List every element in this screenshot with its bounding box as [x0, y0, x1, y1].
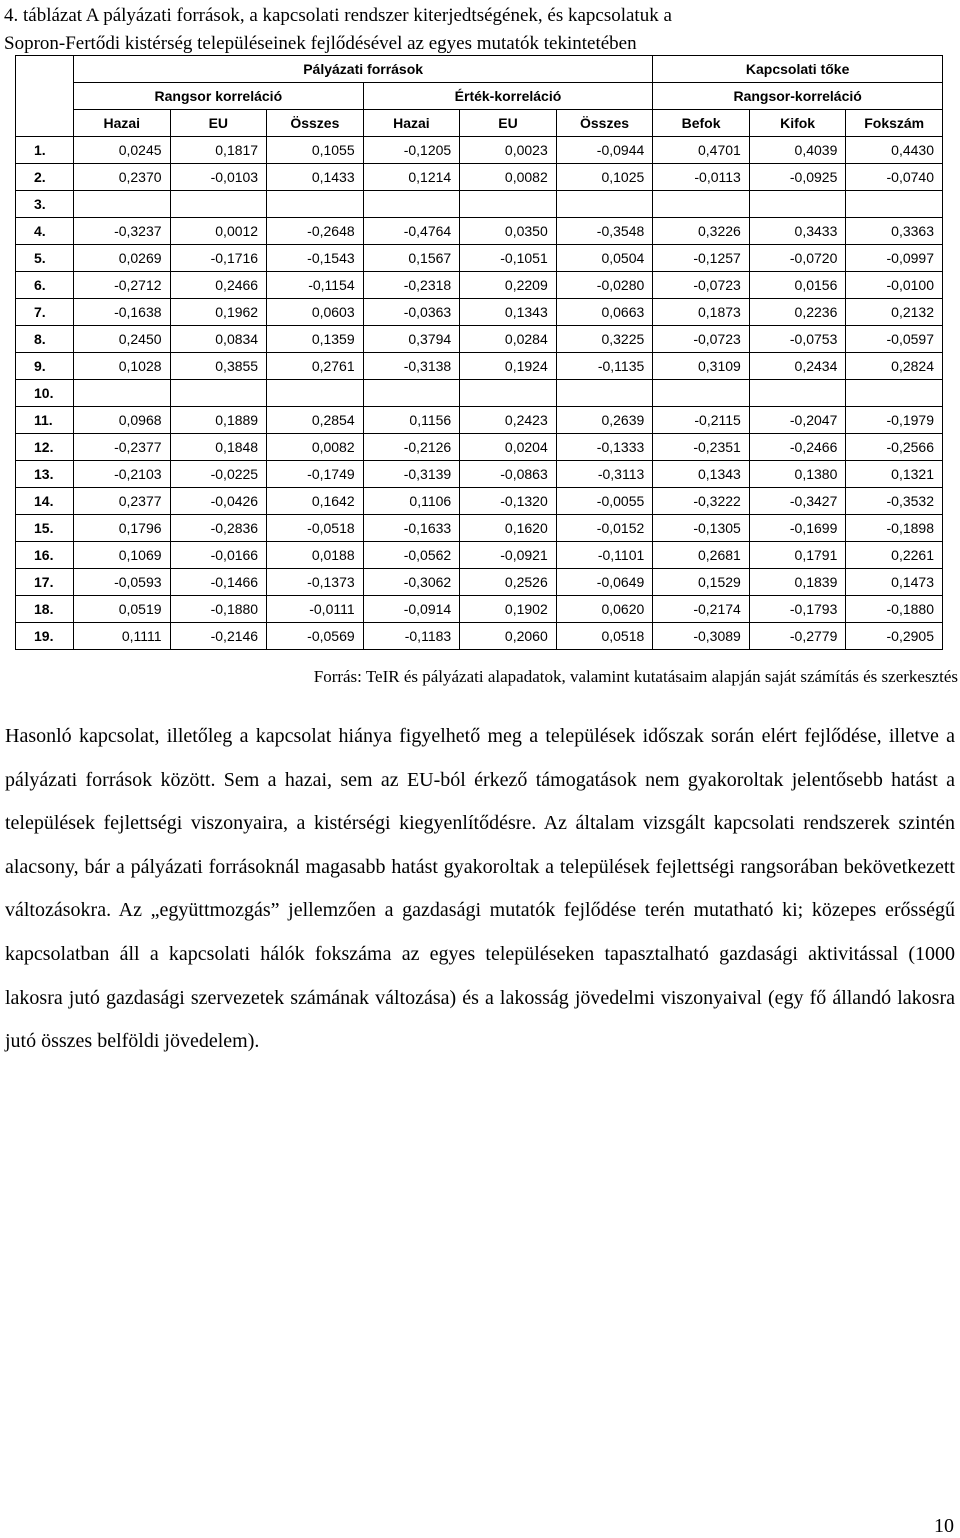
table-cell: -0,1135	[556, 353, 653, 380]
column-header: Fokszám	[846, 110, 943, 137]
table-cell	[556, 380, 653, 407]
table-cell: -0,3089	[653, 623, 750, 650]
row-label: 11.	[16, 407, 74, 434]
table-cell: 0,1156	[363, 407, 460, 434]
row-label: 5.	[16, 245, 74, 272]
table-cell: -0,0723	[653, 326, 750, 353]
table-cell: 0,1924	[460, 353, 557, 380]
header-kapcsolati-toke: Kapcsolati tőke	[653, 56, 943, 83]
table-cell: 0,2761	[267, 353, 364, 380]
table-cell: 0,0968	[74, 407, 171, 434]
table-cell: 0,2639	[556, 407, 653, 434]
table-cell: -0,0597	[846, 326, 943, 353]
table-cell: 0,3855	[170, 353, 267, 380]
table-cell: -0,0152	[556, 515, 653, 542]
table-cell: -0,0593	[74, 569, 171, 596]
table-cell: -0,3062	[363, 569, 460, 596]
table-row	[16, 515, 943, 542]
table-cell: -0,0997	[846, 245, 943, 272]
table-cell	[267, 191, 364, 218]
column-header: EU	[460, 110, 557, 137]
table-cell: -0,1543	[267, 245, 364, 272]
table-cell: 0,1025	[556, 164, 653, 191]
table-cell: -0,1183	[363, 623, 460, 650]
table-cell: -0,1979	[846, 407, 943, 434]
table-cell: 0,2681	[653, 542, 750, 569]
table-cell: -0,0363	[363, 299, 460, 326]
table-cell: 0,0082	[267, 434, 364, 461]
table-cell: -0,3113	[556, 461, 653, 488]
table-cell: 0,2261	[846, 542, 943, 569]
table-cell: -0,0740	[846, 164, 943, 191]
table-cell: 0,3109	[653, 353, 750, 380]
table-body	[16, 56, 943, 650]
table-row	[16, 272, 943, 299]
table-cell	[653, 191, 750, 218]
table-cell: 0,0284	[460, 326, 557, 353]
table-cell: 0,1380	[749, 461, 846, 488]
table-cell: -0,0925	[749, 164, 846, 191]
table-row	[16, 380, 943, 407]
table-cell: -0,0569	[267, 623, 364, 650]
table-cell: -0,2377	[74, 434, 171, 461]
table-cell: -0,1373	[267, 569, 364, 596]
body-paragraph: Hasonló kapcsolat, illetőleg a kapcsolat hiánya figyelhető meg a települések időszak során elért fejlődése, illetve a pályázati források között. Sem a hazai, sem az EU-ból érkező támogatások nem gyakoroltak jelentősebb hatást a települések fejlettségi viszonyaira, a kistérségi kiegyenlítődésre. Az általam vizsgált kapcsolati rendszerek szintén alacsony, bár a pályázati forrásoknál magasabb hatást gyakoroltak a települések fejlettségi rangsorában bekövetkezett változásokra. Az „együttmozgás” jellemzően a gazdasági mutatók fejlődése terén mutatható ki; közepes erősségű kapcsolatban áll a kapcsolati hálók fokszáma az egyes településeken tapasztalható gazdasági aktivitással (1000 lakosra jutó gazdasági szervezetek számának változása) és a lakosság jövedelmi viszonyaival (egy fő állandó lakosra jutó összes belföldi jövedelem).	[5, 725, 955, 1053]
table-cell: -0,1880	[846, 596, 943, 623]
table-row	[16, 245, 943, 272]
table-row	[16, 407, 943, 434]
row-label: 6.	[16, 272, 74, 299]
table-cell	[363, 191, 460, 218]
table-cell: -0,0055	[556, 488, 653, 515]
table-cell: 0,1848	[170, 434, 267, 461]
table-cell: -0,2174	[653, 596, 750, 623]
table-cell: -0,3138	[363, 353, 460, 380]
table-cell: 0,0519	[74, 596, 171, 623]
table-cell: -0,1051	[460, 245, 557, 272]
table-cell	[749, 380, 846, 407]
table-cell: -0,0113	[653, 164, 750, 191]
column-header: EU	[170, 110, 267, 137]
table-cell: 0,1620	[460, 515, 557, 542]
table-cell: 0,0350	[460, 218, 557, 245]
table-cell: -0,2712	[74, 272, 171, 299]
table-row	[16, 218, 943, 245]
table-cell	[74, 380, 171, 407]
table-cell	[170, 380, 267, 407]
table-cell	[846, 191, 943, 218]
table-cell: -0,3222	[653, 488, 750, 515]
table-row	[16, 623, 943, 650]
header-rangsor-korrelacio: Rangsor korreláció	[74, 83, 364, 110]
table-cell: -0,1305	[653, 515, 750, 542]
table-cell: 0,1791	[749, 542, 846, 569]
table-cell: -0,0100	[846, 272, 943, 299]
row-label: 18.	[16, 596, 74, 623]
table-cell: -0,1320	[460, 488, 557, 515]
table-cell: -0,2318	[363, 272, 460, 299]
table-row	[16, 191, 943, 218]
table-cell: 0,1028	[74, 353, 171, 380]
table-cell: -0,1154	[267, 272, 364, 299]
row-label: 1.	[16, 137, 74, 164]
table-cell	[556, 191, 653, 218]
header-rangsor-korrelacio-2: Rangsor-korreláció	[653, 83, 943, 110]
table-cell: 0,1642	[267, 488, 364, 515]
row-label: 19.	[16, 623, 74, 650]
table-cell: 0,2236	[749, 299, 846, 326]
table-cell: -0,3532	[846, 488, 943, 515]
table-cell	[363, 380, 460, 407]
table-cell: -0,1749	[267, 461, 364, 488]
table-cell: 0,1817	[170, 137, 267, 164]
table-cell: 0,0023	[460, 137, 557, 164]
table-cell: -0,2115	[653, 407, 750, 434]
row-label: 7.	[16, 299, 74, 326]
table-cell: 0,0082	[460, 164, 557, 191]
header-row-groups	[16, 56, 943, 83]
table-cell: -0,0111	[267, 596, 364, 623]
table-cell: -0,1793	[749, 596, 846, 623]
table-cell: -0,0944	[556, 137, 653, 164]
table-cell: -0,3427	[749, 488, 846, 515]
table-cell: 0,2377	[74, 488, 171, 515]
table-cell: -0,0863	[460, 461, 557, 488]
table-cell: 0,1069	[74, 542, 171, 569]
table-cell: 0,0834	[170, 326, 267, 353]
table-cell: 0,2466	[170, 272, 267, 299]
table-cell: -0,2146	[170, 623, 267, 650]
row-label: 17.	[16, 569, 74, 596]
table-cell: -0,0103	[170, 164, 267, 191]
table-caption: 4. táblázat A pályázati források, a kapcsolati rendszer kiterjedtségének, és kapcsolatuk a Sopron-Fertődi kistérség településeinek fejlődésével az egyes mutatók tekintetében	[4, 5, 672, 54]
row-label: 16.	[16, 542, 74, 569]
table-row	[16, 353, 943, 380]
table-cell	[170, 191, 267, 218]
table-cell: 0,1359	[267, 326, 364, 353]
table-cell: -0,1205	[363, 137, 460, 164]
table-cell: -0,2047	[749, 407, 846, 434]
column-header: Összes	[556, 110, 653, 137]
table-cell: 0,0518	[556, 623, 653, 650]
table-cell: 0,2824	[846, 353, 943, 380]
table-cell: -0,0562	[363, 542, 460, 569]
table-cell: 0,4701	[653, 137, 750, 164]
table-cell: 0,0245	[74, 137, 171, 164]
table-cell: 0,1106	[363, 488, 460, 515]
table-cell: 0,3794	[363, 326, 460, 353]
table-cell: -0,3237	[74, 218, 171, 245]
table-cell: 0,2526	[460, 569, 557, 596]
table-row	[16, 461, 943, 488]
table-cell: 0,1873	[653, 299, 750, 326]
column-header: Kifok	[749, 110, 846, 137]
table-cell: -0,1466	[170, 569, 267, 596]
table-cell: 0,2209	[460, 272, 557, 299]
row-label: 10.	[16, 380, 74, 407]
table-cell: 0,1962	[170, 299, 267, 326]
table-cell: -0,0914	[363, 596, 460, 623]
header-ertek-korrelacio: Érték-korreláció	[363, 83, 653, 110]
table-cell: 0,2132	[846, 299, 943, 326]
table-cell: -0,0649	[556, 569, 653, 596]
table-cell: -0,1101	[556, 542, 653, 569]
table-cell: 0,1321	[846, 461, 943, 488]
table-cell: 0,1343	[653, 461, 750, 488]
table-cell: -0,0225	[170, 461, 267, 488]
header-row-subgroups	[16, 83, 943, 110]
table-cell: -0,0166	[170, 542, 267, 569]
table-cell: 0,0204	[460, 434, 557, 461]
table-cell	[74, 191, 171, 218]
table-cell: 0,3225	[556, 326, 653, 353]
page-number: 10	[934, 1515, 954, 1537]
table-cell: 0,0012	[170, 218, 267, 245]
table-cell: -0,0753	[749, 326, 846, 353]
table-cell: -0,0921	[460, 542, 557, 569]
table-cell: 0,1433	[267, 164, 364, 191]
table-cell: 0,2434	[749, 353, 846, 380]
table-cell: 0,0269	[74, 245, 171, 272]
table-cell: -0,1633	[363, 515, 460, 542]
table-cell: 0,2854	[267, 407, 364, 434]
table-cell: -0,0720	[749, 245, 846, 272]
table-cell: -0,0518	[267, 515, 364, 542]
table-cell: 0,2060	[460, 623, 557, 650]
table-row	[16, 299, 943, 326]
source-note: Forrás: TeIR és pályázati alapadatok, valamint kutatásaim alapján saját számítás és szerkesztés	[313, 667, 958, 686]
row-label: 9.	[16, 353, 74, 380]
table-cell: 0,1111	[74, 623, 171, 650]
table-cell: -0,3548	[556, 218, 653, 245]
row-label: 4.	[16, 218, 74, 245]
table-cell	[460, 191, 557, 218]
row-label: 12.	[16, 434, 74, 461]
table-cell: 0,4430	[846, 137, 943, 164]
column-header: Hazai	[363, 110, 460, 137]
table-cell: 0,2370	[74, 164, 171, 191]
table-cell: 0,1529	[653, 569, 750, 596]
table-cell: -0,1699	[749, 515, 846, 542]
table-row	[16, 542, 943, 569]
table-cell: 0,3363	[846, 218, 943, 245]
table-cell: -0,2566	[846, 434, 943, 461]
table-cell: -0,2779	[749, 623, 846, 650]
table-cell: 0,0504	[556, 245, 653, 272]
table-cell: 0,1796	[74, 515, 171, 542]
table-row	[16, 137, 943, 164]
table-cell: -0,2103	[74, 461, 171, 488]
table-cell: 0,1567	[363, 245, 460, 272]
table-cell: -0,2836	[170, 515, 267, 542]
table-row	[16, 164, 943, 191]
table-cell	[749, 191, 846, 218]
table-cell	[460, 380, 557, 407]
table-cell	[846, 380, 943, 407]
table-cell: -0,2126	[363, 434, 460, 461]
table-cell: -0,1898	[846, 515, 943, 542]
table-row	[16, 569, 943, 596]
table-cell: 0,1902	[460, 596, 557, 623]
table-cell: 0,1343	[460, 299, 557, 326]
corner-cell	[16, 56, 74, 137]
column-header: Befok	[653, 110, 750, 137]
table-cell: -0,0723	[653, 272, 750, 299]
table-cell: 0,3433	[749, 218, 846, 245]
column-header: Összes	[267, 110, 364, 137]
table-cell: -0,2466	[749, 434, 846, 461]
table-row	[16, 596, 943, 623]
table-cell: -0,1333	[556, 434, 653, 461]
header-row-columns	[16, 110, 943, 137]
table-cell: 0,2450	[74, 326, 171, 353]
table-cell: 0,1473	[846, 569, 943, 596]
table-row	[16, 434, 943, 461]
table-cell: 0,0188	[267, 542, 364, 569]
table-cell: 0,1214	[363, 164, 460, 191]
table-row	[16, 488, 943, 515]
table-cell: -0,1257	[653, 245, 750, 272]
row-label: 13.	[16, 461, 74, 488]
table-cell: -0,1880	[170, 596, 267, 623]
table-cell: 0,3226	[653, 218, 750, 245]
correlation-table	[15, 55, 943, 650]
table-cell: 0,1839	[749, 569, 846, 596]
table-cell: -0,1716	[170, 245, 267, 272]
table-cell: 0,1889	[170, 407, 267, 434]
row-label: 8.	[16, 326, 74, 353]
row-label: 14.	[16, 488, 74, 515]
column-header: Hazai	[74, 110, 171, 137]
header-palyazati-forrasok: Pályázati források	[74, 56, 653, 83]
table-cell: -0,2905	[846, 623, 943, 650]
table-cell: 0,0603	[267, 299, 364, 326]
table-cell: 0,0156	[749, 272, 846, 299]
row-label: 15.	[16, 515, 74, 542]
row-label: 3.	[16, 191, 74, 218]
table-cell: -0,4764	[363, 218, 460, 245]
table-cell: -0,2648	[267, 218, 364, 245]
table-cell: -0,1638	[74, 299, 171, 326]
table-cell	[653, 380, 750, 407]
table-cell: 0,4039	[749, 137, 846, 164]
table-row	[16, 326, 943, 353]
table-cell	[267, 380, 364, 407]
row-label: 2.	[16, 164, 74, 191]
table-cell: 0,0663	[556, 299, 653, 326]
table-cell: -0,3139	[363, 461, 460, 488]
table-cell: 0,1055	[267, 137, 364, 164]
table-cell: 0,0620	[556, 596, 653, 623]
table-cell: 0,2423	[460, 407, 557, 434]
table-cell: -0,2351	[653, 434, 750, 461]
table-cell: -0,0426	[170, 488, 267, 515]
table-cell: -0,0280	[556, 272, 653, 299]
